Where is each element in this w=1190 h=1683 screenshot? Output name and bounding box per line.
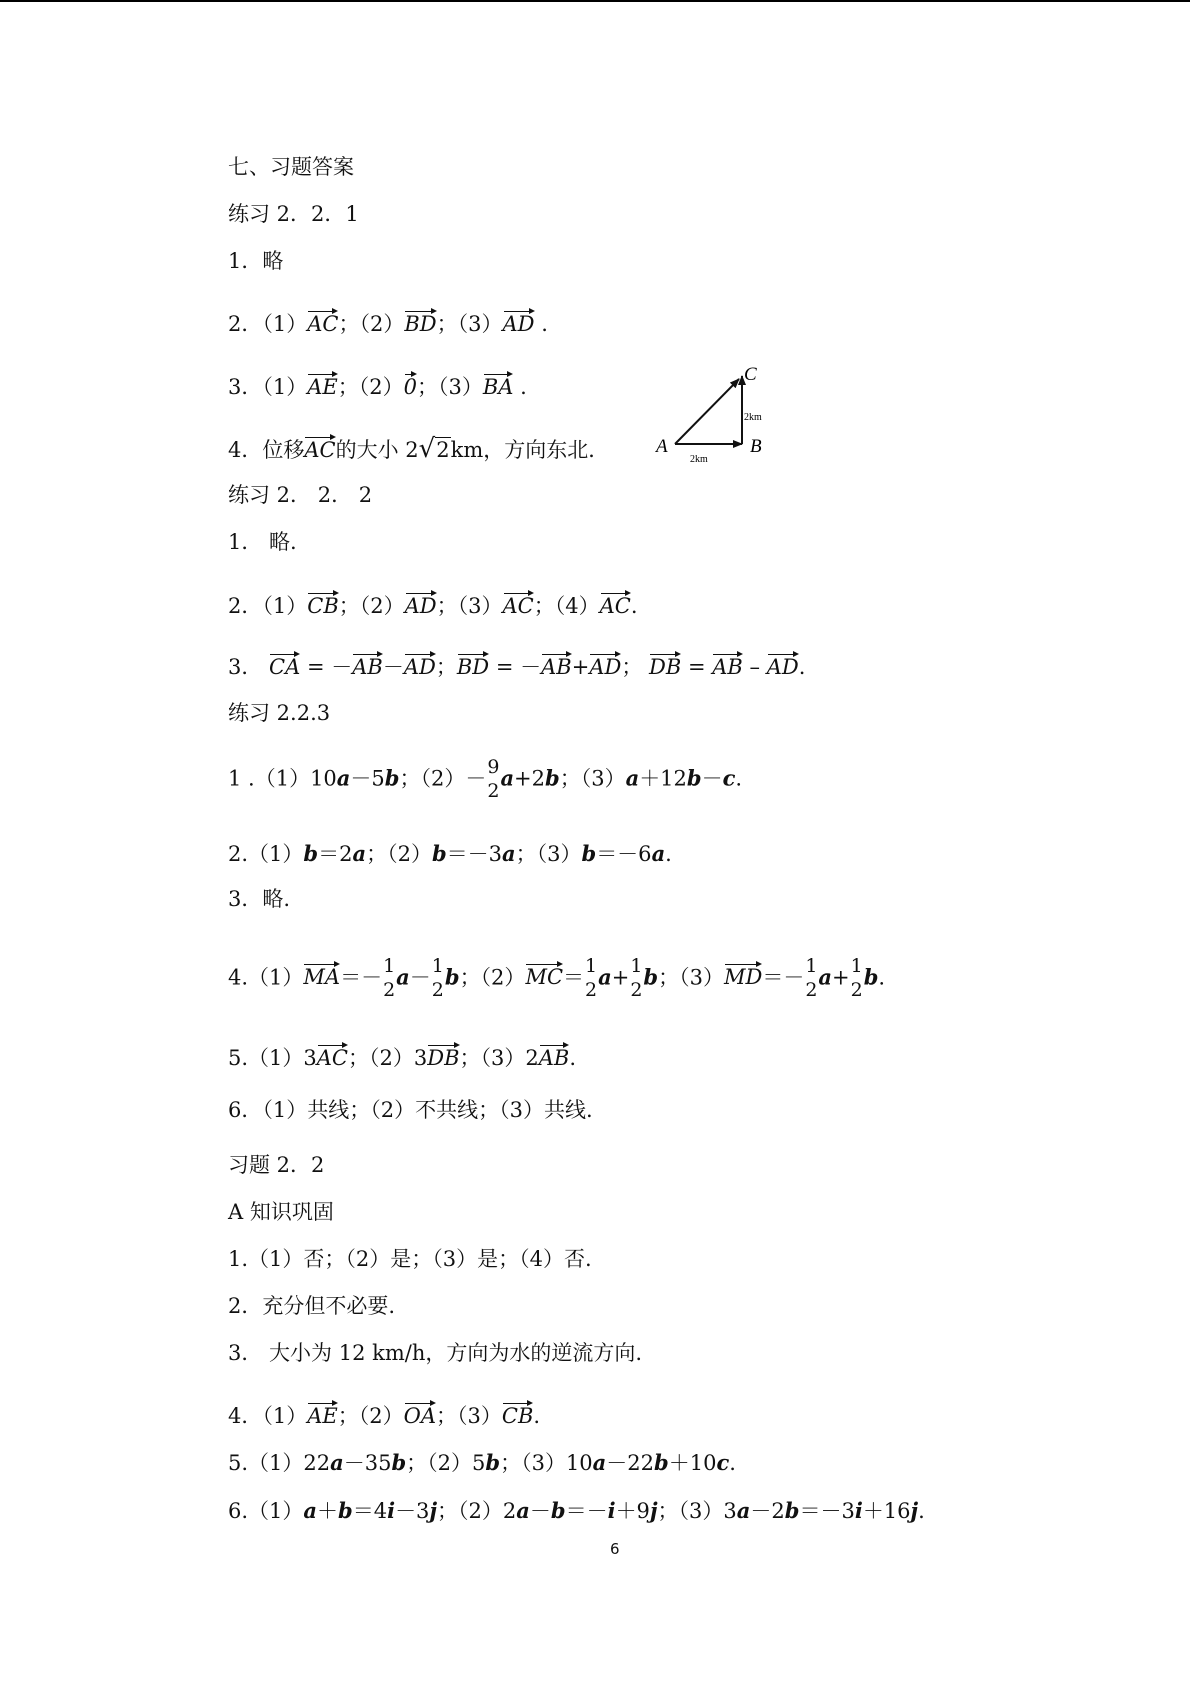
vector: MA bbox=[303, 965, 341, 990]
subsection-a: A 知识巩固 bbox=[228, 1200, 334, 1224]
answer-22-6: 6.（1）a＋b＝4i－3j；（2）2a－b＝－i＋9j；（3）3a－2b＝－3i＋16j. bbox=[228, 1498, 925, 1523]
answer-222-2: 2．（1）CB；（2）AD；（3）AC；（4）AC. bbox=[228, 594, 638, 618]
vector: CA bbox=[269, 655, 301, 679]
answer-221-4: 4．位移AC的大小 2√2km，方向东北． bbox=[228, 434, 610, 464]
answer-221-2: 2．（1）AC；（2）BD；（3）AD . bbox=[228, 312, 548, 336]
vector: BA bbox=[482, 375, 514, 399]
point-a-label: A bbox=[656, 436, 668, 457]
vector: BD bbox=[404, 312, 437, 336]
displacement-diagram bbox=[650, 362, 780, 462]
vector: AB bbox=[712, 655, 743, 679]
vector: AC bbox=[599, 594, 631, 618]
fraction: 1 2 bbox=[805, 955, 818, 1001]
ab-length-label: 2km bbox=[690, 454, 708, 462]
answer-223-2: 2.（1）b＝2a；（2）b＝－3a；（3）b＝－6a. bbox=[228, 841, 672, 866]
vector: DB bbox=[649, 655, 682, 679]
fraction: 1 2 bbox=[630, 955, 643, 1001]
vector: AD bbox=[403, 655, 436, 679]
fraction: 1 2 bbox=[850, 955, 863, 1001]
fraction: 1 2 bbox=[431, 955, 444, 1001]
vector: AE bbox=[307, 375, 338, 399]
exercise-heading-223: 练习 2.2.3 bbox=[228, 701, 331, 725]
vector: AD bbox=[766, 655, 799, 679]
answer-221-1: 1．略 bbox=[228, 249, 284, 273]
exercise-heading-221: 练习 2．2．1 bbox=[228, 202, 359, 226]
top-rule bbox=[0, 0, 1190, 2]
point-b-label: B bbox=[750, 436, 762, 457]
vector: OA bbox=[403, 1404, 437, 1428]
vector: AE bbox=[307, 1404, 338, 1428]
answer-223-6: 6．（1）共线；（2）不共线；（3）共线. bbox=[228, 1098, 593, 1122]
vector: AC bbox=[502, 594, 534, 618]
answer-22-1: 1.（1）否；（2）是；（3）是；（4）否. bbox=[228, 1247, 592, 1271]
answer-22-5: 5.（1）22a－35b；（2）5b；（3）10a－22b＋10c. bbox=[228, 1450, 736, 1475]
vector: AC bbox=[307, 312, 339, 336]
vector: 0 bbox=[403, 375, 417, 399]
sqrt: √2 bbox=[418, 434, 450, 464]
fraction: 1 2 bbox=[383, 955, 396, 1001]
vector: MC bbox=[525, 965, 564, 990]
answer-223-4: 4.（1）MA＝－ 1 2 a－ 1 2 b；（2）MC＝ 1 2 a+ 1 2 b；（3）MD＝－ 1 2 a+ 1 2 b. bbox=[228, 955, 886, 1001]
exercise-heading-22: 习题 2．2 bbox=[228, 1153, 325, 1177]
answer-22-3: 3． 大小为 12 km/h，方向为水的逆流方向. bbox=[228, 1341, 643, 1365]
fraction: 9 2 bbox=[487, 756, 500, 802]
answer-221-3: 3．（1）AE；（2）0；（3）BA . bbox=[228, 375, 527, 399]
answer-223-5: 5.（1）3AC；（2）3DB；（3）2AB. bbox=[228, 1046, 577, 1070]
answer-22-2: 2．充分但不必要. bbox=[228, 1294, 396, 1318]
bc-length-label: 2km bbox=[744, 412, 762, 423]
vector: AC bbox=[304, 438, 336, 462]
vector: AB bbox=[541, 655, 572, 679]
vector: AB bbox=[352, 655, 383, 679]
vector: CB bbox=[501, 1404, 534, 1428]
vector: DB bbox=[427, 1046, 460, 1070]
vector: BD bbox=[456, 655, 490, 679]
vector: AC bbox=[316, 1046, 348, 1070]
section-title: 七、习题答案 bbox=[228, 155, 354, 179]
vector: AB bbox=[538, 1046, 570, 1070]
vector-ac bbox=[675, 379, 739, 444]
exercise-heading-222: 练习 2． 2． 2 bbox=[228, 483, 373, 507]
vector: AD bbox=[589, 655, 622, 679]
point-c-label: C bbox=[744, 364, 757, 385]
vector: CB bbox=[307, 594, 339, 618]
fraction: 1 2 bbox=[585, 955, 598, 1001]
answer-223-1: 1 .（1）10a－5b；（2）－ 9 2 a+2b；（3）a＋12b－c. bbox=[228, 756, 743, 802]
answer-22-4: 4．（1）AE；（2）OA；（3）CB. bbox=[228, 1404, 541, 1428]
answer-223-3: 3．略. bbox=[228, 887, 291, 911]
vector: MD bbox=[723, 965, 763, 990]
vector: AD bbox=[404, 594, 437, 618]
answer-222-1: 1． 略. bbox=[228, 530, 297, 554]
vector: AD bbox=[502, 312, 535, 336]
answer-222-3: 3． CA = －AB－AD；BD = －AB+AD； DB = AB – AD. bbox=[228, 655, 806, 679]
page-number: 6 bbox=[610, 1540, 620, 1558]
